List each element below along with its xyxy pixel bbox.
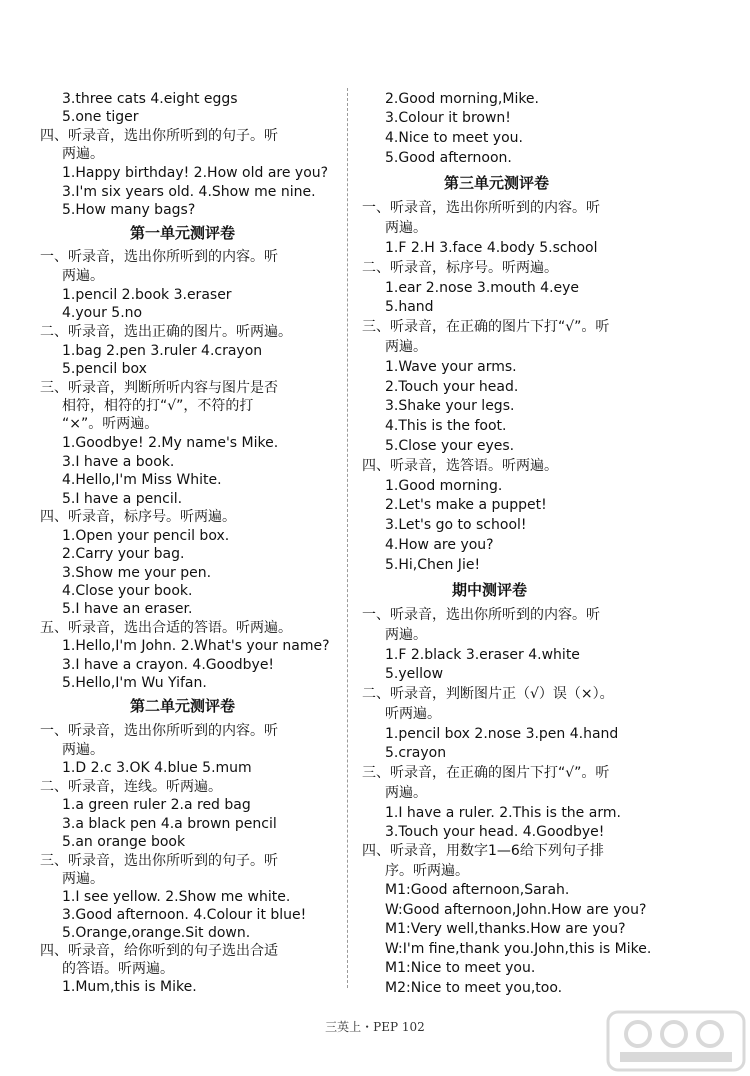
answer-line: 1.pencil 2.book 3.eraser [62, 287, 232, 303]
answer-line: 1.I see yellow. 2.Show me white. [62, 889, 291, 905]
answer-line: 3.Colour it brown! [385, 110, 511, 126]
section-line: 两遍。 [385, 220, 427, 236]
section-line: 两遍。 [62, 871, 104, 887]
answer-line: 5.an orange book [62, 834, 186, 850]
answer-line: 1.Open your pencil box. [62, 528, 230, 544]
answer-line: 5.yellow [385, 666, 444, 682]
answer-line: 5.Good afternoon. [385, 150, 512, 166]
answer-line: 3.a black pen 4.a brown pencil [62, 816, 277, 832]
answer-line: W:Good afternoon,John.How are you? [385, 902, 647, 918]
answer-line: 1.F 2.H 3.face 4.body 5.school [385, 240, 598, 256]
section-line: 二、听录音，连线。听两遍。 [40, 779, 222, 795]
answer-line: W:I'm fine,thank you.John,this is Mike. [385, 941, 652, 957]
answer-line: 1.Wave your arms. [385, 359, 517, 375]
answer-line: M1:Nice to meet you. [385, 960, 536, 976]
answer-line: 2.Good morning,Mike. [385, 91, 539, 107]
section-line: 二、听录音，选出正确的图片。听两遍。 [40, 324, 292, 340]
answer-line: 1.Good morning. [385, 478, 503, 494]
column-divider [347, 88, 348, 988]
section-line: 一、听录音，选出你所听到的内容。听 [362, 607, 600, 623]
section-line: 二、听录音，判断图片正（√）误（×）。 [362, 686, 614, 702]
section-line: 两遍。 [62, 742, 104, 758]
answer-line: 5.hand [385, 299, 434, 315]
unit-heading: 期中测评卷 [452, 581, 528, 599]
unit-heading: 第一单元测评卷 [130, 224, 236, 242]
answer-line: 3.I'm six years old. 4.Show me nine. [62, 184, 316, 200]
section-line: 四、听录音，给你听到的句子选出合适 [40, 943, 278, 959]
answer-line: 3.I have a book. [62, 454, 175, 470]
answer-line: 2.Carry your bag. [62, 546, 185, 562]
answer-line: 4.Nice to meet you. [385, 130, 523, 146]
section-line: 序。听两遍。 [385, 863, 469, 879]
answer-line: 4.your 5.no [62, 305, 143, 321]
section-line: 三、听录音，在正确的图片下打“√”。听 [362, 319, 610, 335]
answer-line: 5.I have a pencil. [62, 491, 183, 507]
unit-heading: 第三单元测评卷 [444, 174, 550, 192]
section-line: 四、听录音，标序号。听两遍。 [40, 509, 236, 525]
answer-line: 3.Shake your legs. [385, 398, 515, 414]
answer-line: 1.D 2.c 3.OK 4.blue 5.mum [62, 760, 252, 776]
answer-line: 5.How many bags? [62, 202, 196, 218]
answer-line: 5.Close your eyes. [385, 438, 515, 454]
answer-line: 5.Hi,Chen Jie! [385, 557, 481, 573]
answer-line: 1.pencil box 2.nose 3.pen 4.hand [385, 726, 619, 742]
answer-line: 3.Show me your pen. [62, 565, 212, 581]
answer-line: 1.I have a ruler. 2.This is the arm. [385, 805, 621, 821]
section-line: 二、听录音，标序号。听两遍。 [362, 260, 558, 276]
answer-line: 2.Let's make a puppet! [385, 497, 547, 513]
answer-line: 4.Hello,I'm Miss White. [62, 472, 222, 488]
answer-line: 1.a green ruler 2.a red bag [62, 797, 251, 813]
answer-line: M1:Very well,thanks.How are you? [385, 921, 626, 937]
answer-line: 4.Close your book. [62, 583, 193, 599]
page-footer: 三英上・PEP 102 [325, 1020, 425, 1034]
answer-line: 5.crayon [385, 745, 447, 761]
answer-line: 1.Happy birthday! 2.How old are you? [62, 165, 329, 181]
section-line: 两遍。 [385, 339, 427, 355]
section-line: 两遍。 [385, 627, 427, 643]
answer-line: 1.Mum,this is Mike. [62, 979, 197, 995]
section-line: “×”。听两遍。 [62, 416, 159, 432]
answer-line: 1.Goodbye! 2.My name's Mike. [62, 435, 279, 451]
answer-line: M2:Nice to meet you,too. [385, 980, 563, 996]
answer-line: 3.Touch your head. 4.Goodbye! [385, 824, 605, 840]
answer-line: 3.Good afternoon. 4.Colour it blue! [62, 907, 307, 923]
answer-line: 5.one tiger [62, 109, 139, 125]
answer-line: 4.How are you? [385, 537, 494, 553]
answer-line: M1:Good afternoon,Sarah. [385, 882, 570, 898]
section-line: 的答语。听两遍。 [62, 961, 174, 977]
section-line: 两遍。 [62, 146, 104, 162]
section-line: 一、听录音，选出你所听到的内容。听 [40, 249, 278, 265]
section-line: 三、听录音，在正确的图片下打“√”。听 [362, 765, 610, 781]
section-line: 五、听录音，选出合适的答语。听两遍。 [40, 620, 292, 636]
answer-line: 2.Touch your head. [385, 379, 519, 395]
section-line: 四、听录音，选出你所听到的句子。听 [40, 128, 278, 144]
section-line: 三、听录音，判断所听内容与图片是否 [40, 380, 278, 396]
section-line: 听两遍。 [385, 706, 441, 722]
section-line: 三、听录音，选出你所听到的句子。听 [40, 853, 278, 869]
section-line: 两遍。 [62, 268, 104, 284]
section-line: 一、听录音，选出你所听到的内容。听 [40, 723, 278, 739]
answer-line: 3.three cats 4.eight eggs [62, 91, 238, 107]
section-line: 相符，相符的打“√”，不符的打 [62, 398, 254, 414]
section-line: 一、听录音，选出你所听到的内容。听 [362, 200, 600, 216]
answer-line: 5.pencil box [62, 361, 147, 377]
answer-line: 1.bag 2.pen 3.ruler 4.crayon [62, 343, 263, 359]
watermark-logo [606, 1010, 746, 1072]
answer-line: 1.Hello,I'm John. 2.What's your name? [62, 638, 330, 654]
section-line: 两遍。 [385, 785, 427, 801]
answer-line: 5.I have an eraser. [62, 601, 193, 617]
answer-line: 1.ear 2.nose 3.mouth 4.eye [385, 280, 580, 296]
section-line: 四、听录音，选答语。听两遍。 [362, 458, 558, 474]
answer-line: 5.Hello,I'm Wu Yifan. [62, 675, 207, 691]
answer-line: 4.This is the foot. [385, 418, 507, 434]
section-line: 四、听录音，用数字1—6给下列句子排 [362, 843, 604, 859]
answer-line: 5.Orange,orange.Sit down. [62, 925, 251, 941]
answer-line: 3.Let's go to school! [385, 517, 527, 533]
unit-heading: 第二单元测评卷 [130, 697, 236, 715]
answer-line: 1.F 2.black 3.eraser 4.white [385, 647, 580, 663]
answer-line: 3.I have a crayon. 4.Goodbye! [62, 657, 275, 673]
